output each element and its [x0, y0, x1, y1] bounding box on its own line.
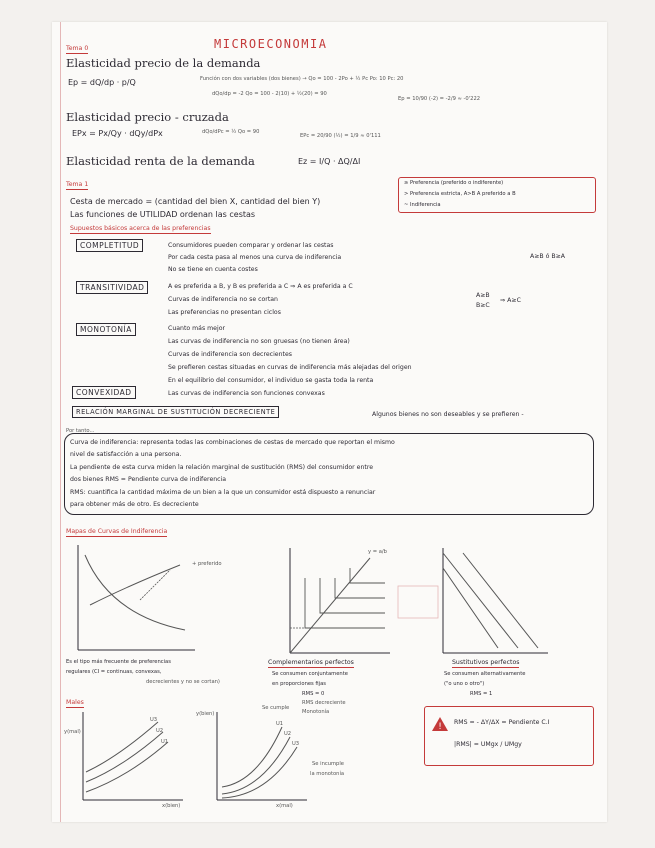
- transitividad-result-top: A≥B: [476, 292, 490, 299]
- warning-rms-abs: |RMS| = UMgx / UMgy: [454, 741, 522, 748]
- tema0-label: Tema 0: [66, 46, 88, 54]
- graph1-caption-3: decrecientes y no se cortan): [146, 679, 220, 685]
- cloud-line-1: Curva de indiferencia: representa todas las combinaciones de cestas de mercado que reportan el mismo: [70, 439, 395, 446]
- monotonia-item-3: Curvas de indiferencia son decrecientes: [168, 351, 292, 358]
- monotonia-item-4: Se prefieren cestas situadas en curvas de indiferencia más alejadas del origen: [168, 364, 412, 371]
- cloud-line-2: nivel de satisfacción a una persona.: [70, 451, 182, 458]
- transitividad-item-3: Las preferencias no presentan ciclos: [168, 309, 281, 316]
- graph3-caption-2: ("o uno o otro"): [444, 681, 485, 687]
- monotonia-item-1: Cuanto más mejor: [168, 325, 226, 332]
- svg-text:!: !: [438, 722, 442, 732]
- warning-icon: [431, 716, 449, 732]
- formula-epx: EPx = Px/Qy · dQy/dPx: [72, 129, 163, 138]
- completitud-item-2: Por cada cesta pasa al menos una curva de indiferencia: [168, 254, 342, 261]
- por-tanto: Por tanto...: [66, 428, 95, 434]
- page-title: MICROECONOMIA: [214, 37, 328, 51]
- males2-xlabel: x(mal): [276, 803, 293, 809]
- rms-note: Algunos bienes no son deseables y se prefieren -: [372, 411, 524, 418]
- heading-elasticidad-precio: Elasticidad precio de la demanda: [66, 56, 261, 70]
- supuestos-heading: Supuestos básicos acerca de las preferencias: [70, 226, 211, 234]
- graph2-caption-1: Se consumen conjuntamente: [272, 671, 348, 677]
- note-funcion: Función con dos variables (dos bienes) → Qo = 100 - 2Po + ½ Pc Po: 10 Pc: 20: [200, 76, 404, 82]
- pref-indiff: ~ Indiferencia: [404, 202, 441, 208]
- note-derivada: dQo/dp = -2 Qo = 100 - 2(10) + ½(20) = 90: [212, 91, 327, 97]
- transitividad-item-1: A es preferida a B, y B es preferida a C ⇒ A es preferida a C: [168, 283, 353, 290]
- males1-xlabel: x(bien): [162, 803, 181, 809]
- males1-ylabel: y(mal): [64, 729, 81, 735]
- males2-curve-u1: U1: [276, 721, 284, 727]
- cloud-line-6: para obtener más de otro. Es decreciente: [70, 501, 199, 508]
- rms-decreciente-box: RELACIÓN MARGINAL DE SUSTITUCIÓN DECRECIENTE: [72, 406, 279, 418]
- formula-ez: Ez = I/Q · ΔQ/ΔI: [298, 157, 361, 166]
- completitud-box: COMPLETITUD: [76, 239, 143, 252]
- males-heading: Males: [66, 700, 84, 708]
- graph2-rms: RMS = 0: [302, 691, 325, 697]
- graph-males-1: [78, 712, 188, 804]
- graph-males-2: [212, 712, 312, 804]
- heading-elasticidad-renta: Elasticidad renta de la demanda: [66, 154, 255, 168]
- graph3-rms: RMS = 1: [470, 691, 493, 697]
- males2-curve-u3: U3: [292, 741, 300, 747]
- warning-rms-formula: RMS = - ΔY/ΔX = Pendiente C.I: [454, 719, 550, 726]
- convexidad-box: CONVEXIDAD: [72, 386, 136, 399]
- graph1-caption-2: regulares (CI = continuas, convexas,: [66, 669, 162, 675]
- tema1-label: Tema 1: [66, 182, 88, 190]
- graph-sustitutivos: [438, 548, 553, 658]
- monotonia-item-5: En el equilibrio del consumidor, el individuo se gasta toda la renta: [168, 377, 374, 384]
- cloud-line-5: RMS: cuantifica la cantidad máxima de un bien a la que un consumidor está dispuesto a renunciar: [70, 489, 376, 496]
- monotonia-box: MONOTONÍA: [76, 323, 136, 336]
- males1-curve-u2: U2: [156, 728, 164, 734]
- transitividad-result: ⇒ A≥C: [500, 297, 521, 304]
- males-note-incumple-2: la monotonía: [310, 771, 345, 777]
- males-note-rms: RMS decreciente: [302, 700, 346, 706]
- graph1-label: + preferido: [192, 561, 222, 567]
- males-note-monotonia: Monotonía: [302, 709, 330, 715]
- formula-ep: Ep = dQ/dp · p/Q: [68, 78, 136, 87]
- graph3-caption-1: Se consumen alternativamente: [444, 671, 526, 677]
- convexidad-item: Las curvas de indiferencia son funciones convexas: [168, 390, 325, 397]
- rms-warning-box: [424, 706, 594, 766]
- males1-curve-u3: U3: [150, 717, 158, 723]
- males2-curve-u2: U2: [284, 731, 292, 737]
- transitividad-item-2: Curvas de indiferencia no se cortan: [168, 296, 278, 303]
- graph2-title: Complementarios perfectos: [268, 660, 354, 668]
- males1-curve-u1: U1: [161, 739, 169, 745]
- graph2-caption-2: en proporciones fijas: [272, 681, 326, 687]
- pref-weak: ≥ Preferencia (preferido o indiferente): [404, 180, 504, 186]
- margin-line: [60, 22, 61, 822]
- pref-strict: > Preferencia estricta, A>B A preferido a B: [404, 191, 516, 197]
- monotonia-item-2: Las curvas de indiferencia no son gruesas (no tienen área): [168, 338, 350, 345]
- transitividad-box: TRANSITIVIDAD: [76, 281, 148, 294]
- completitud-result: A≥B ó B≥A: [530, 253, 566, 260]
- cesta-mercado: Cesta de mercado = (cantidad del bien X, cantidad del bien Y): [70, 197, 321, 206]
- cloud-line-3: La pendiente de esta curva miden la relación marginal de sustitución (RMS) del consumidor entre: [70, 464, 374, 471]
- males2-ylabel: y(bien): [196, 711, 215, 717]
- mapas-heading: Mapas de Curvas de Indiferencia: [66, 529, 167, 537]
- completitud-item-1: Consumidores pueden comparar y ordenar las cestas: [168, 242, 334, 249]
- graph-complementarios: [285, 548, 395, 658]
- males-note-incumple: Se incumple: [312, 761, 344, 767]
- note-ep-result: Ep = 10/90 (-2) = -2/9 ≈ -0'222: [398, 96, 481, 102]
- graph3-title: Sustitutivos perfectos: [452, 660, 519, 668]
- graph2-line-label: y = a/b: [368, 549, 387, 555]
- funciones-utilidad: Las funciones de UTILIDAD ordenan las cestas: [70, 210, 256, 219]
- males-note-cumple: Se cumple: [262, 705, 290, 711]
- note-derivada-cruzada: dQo/dPc = ½ Qo = 90: [202, 129, 260, 135]
- graph1-caption-1: Es el tipo más frecuente de preferencias: [66, 659, 171, 665]
- graph-regular-preferences: [70, 545, 200, 655]
- completitud-item-3: No se tiene en cuenta costes: [168, 266, 258, 273]
- cloud-line-4: dos bienes RMS = Pendiente curva de indiferencia: [70, 476, 227, 483]
- transitividad-result-bottom: B≥C: [476, 302, 490, 309]
- note-epc-result: EPc = 20/90 (½) = 1/9 ≈ 0'111: [300, 133, 381, 139]
- heading-elasticidad-cruzada: Elasticidad precio - cruzada: [66, 110, 229, 124]
